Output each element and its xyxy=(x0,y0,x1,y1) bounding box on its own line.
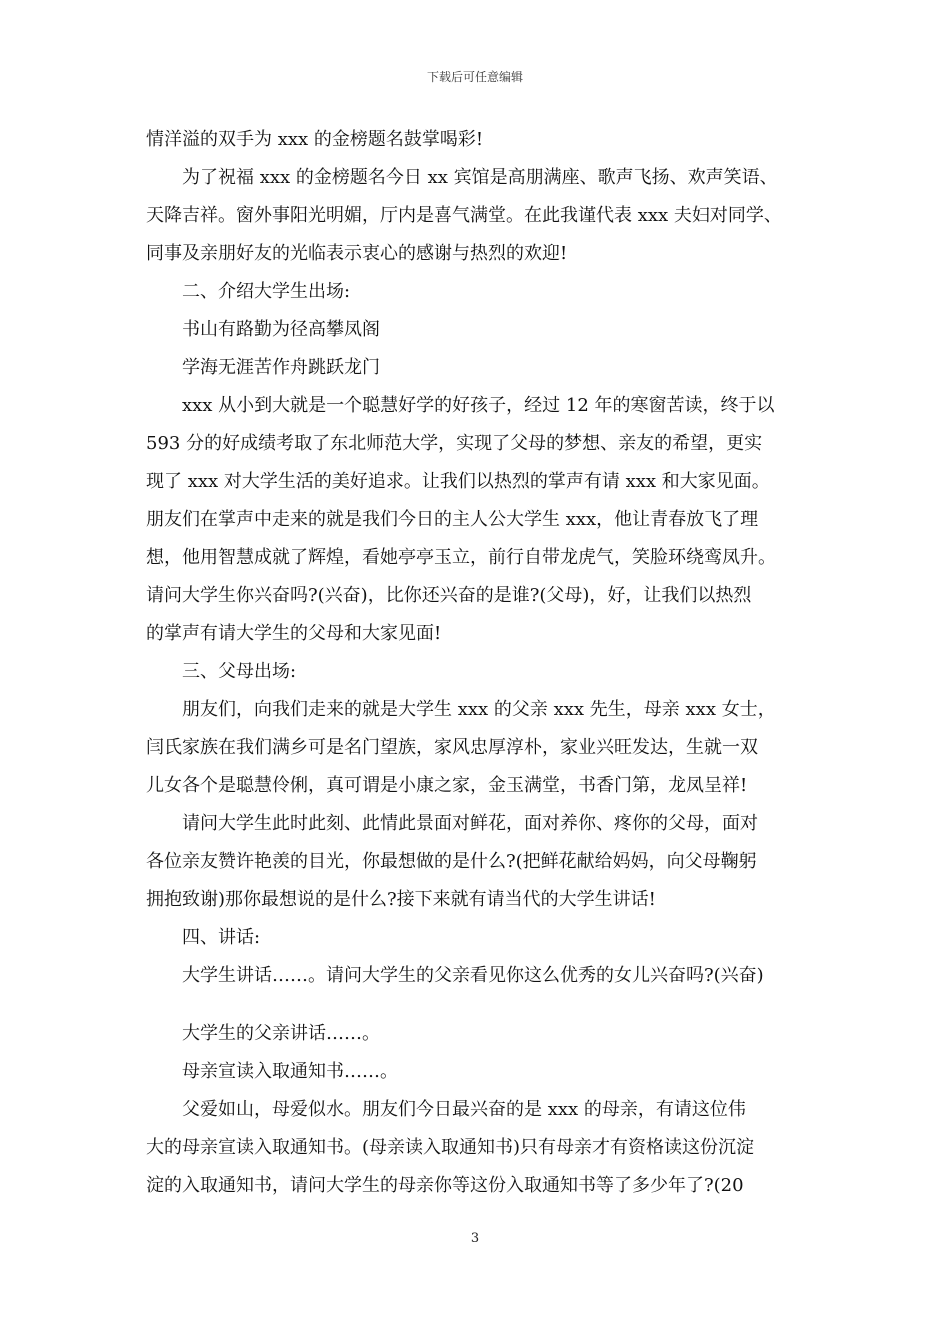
text-line: 大的母亲宣读入取通知书。(母亲读入取通知书)只有母亲才有资格读这份沉淀 xyxy=(146,1137,755,1158)
text-line: 大学生讲话……。请问大学生的父亲看见你这么优秀的女儿兴奋吗?(兴奋) xyxy=(182,965,764,986)
text-line: 母亲宣读入取通知书……。 xyxy=(182,1061,398,1082)
text-line: 同事及亲朋好友的光临表示衷心的感谢与热烈的欢迎! xyxy=(146,243,568,264)
text-line: 朋友们，向我们走来的就是大学生 xxx 的父亲 xxx 先生，母亲 xxx 女士， xyxy=(182,699,776,720)
text-line: 各位亲友赞许艳羡的目光，你最想做的是什么?(把鲜花献给妈妈，向父母鞠躬 xyxy=(146,851,757,872)
text-line: 朋友们在掌声中走来的就是我们今日的主人公大学生 xxx，他让青春放飞了理 xyxy=(146,509,759,530)
text-line: 天降吉祥。窗外事阳光明媚，厅内是喜气满堂。在此我谨代表 xxx 夫妇对同学、 xyxy=(146,205,782,226)
text-line: 593 分的好成绩考取了东北师范大学，实现了父母的梦想、亲友的希望，更实 xyxy=(146,433,763,454)
section-heading: 四、讲话: xyxy=(182,927,261,948)
text-line: 大学生的父亲讲话……。 xyxy=(182,1023,380,1044)
text-line: 想，他用智慧成就了辉煌，看她亭亭玉立，前行自带龙虎气，笑脸环绕鸾凤升。 xyxy=(146,547,776,568)
text-line: 请问大学生此时此刻、此情此景面对鲜花，面对养你、疼你的父母，面对 xyxy=(182,813,758,834)
section-heading: 三、父母出场: xyxy=(182,661,297,682)
text-line: 闫氏家族在我们满乡可是名门望族，家风忠厚淳朴，家业兴旺发达，生就一双 xyxy=(146,737,758,758)
page-header: 下载后可任意编辑 xyxy=(426,70,523,84)
text-line: 为了祝福 xxx 的金榜题名今日 xx 宾馆是高朋满座、歌声飞扬、欢声笑语、 xyxy=(182,167,778,188)
text-line: 拥抱致谢)那你最想说的是什么?接下来就有请当代的大学生讲话! xyxy=(146,889,656,910)
text-line: 父爱如山，母爱似水。朋友们今日最兴奋的是 xxx 的母亲，有请这位伟 xyxy=(182,1099,746,1120)
text-line: 书山有路勤为径高攀凤阁 xyxy=(182,319,380,340)
text-line: 儿女各个是聪慧伶俐，真可谓是小康之家，金玉满堂，书香门第，龙凤呈祥! xyxy=(146,775,748,796)
text-line: 淀的入取通知书，请问大学生的母亲你等这份入取通知书等了多少年了?(20 xyxy=(146,1175,744,1196)
text-line: 请问大学生你兴奋吗?(兴奋)，比你还兴奋的是谁?(父母)，好，让我们以热烈 xyxy=(146,585,752,606)
text-line: 的掌声有请大学生的父母和大家见面! xyxy=(146,623,442,644)
text-line: xxx 从小到大就是一个聪慧好学的好孩子，经过 12 年的寒窗苦读，终于以 xyxy=(182,395,775,416)
text-line: 情洋溢的双手为 xxx 的金榜题名鼓掌喝彩! xyxy=(146,129,484,150)
text-line: 学海无涯苦作舟跳跃龙门 xyxy=(182,357,380,378)
section-heading: 二、介绍大学生出场: xyxy=(182,281,351,302)
text-line: 现了 xxx 对大学生活的美好追求。让我们以热烈的掌声有请 xxx 和大家见面。 xyxy=(146,471,770,492)
page-number: 3 xyxy=(470,1231,480,1246)
